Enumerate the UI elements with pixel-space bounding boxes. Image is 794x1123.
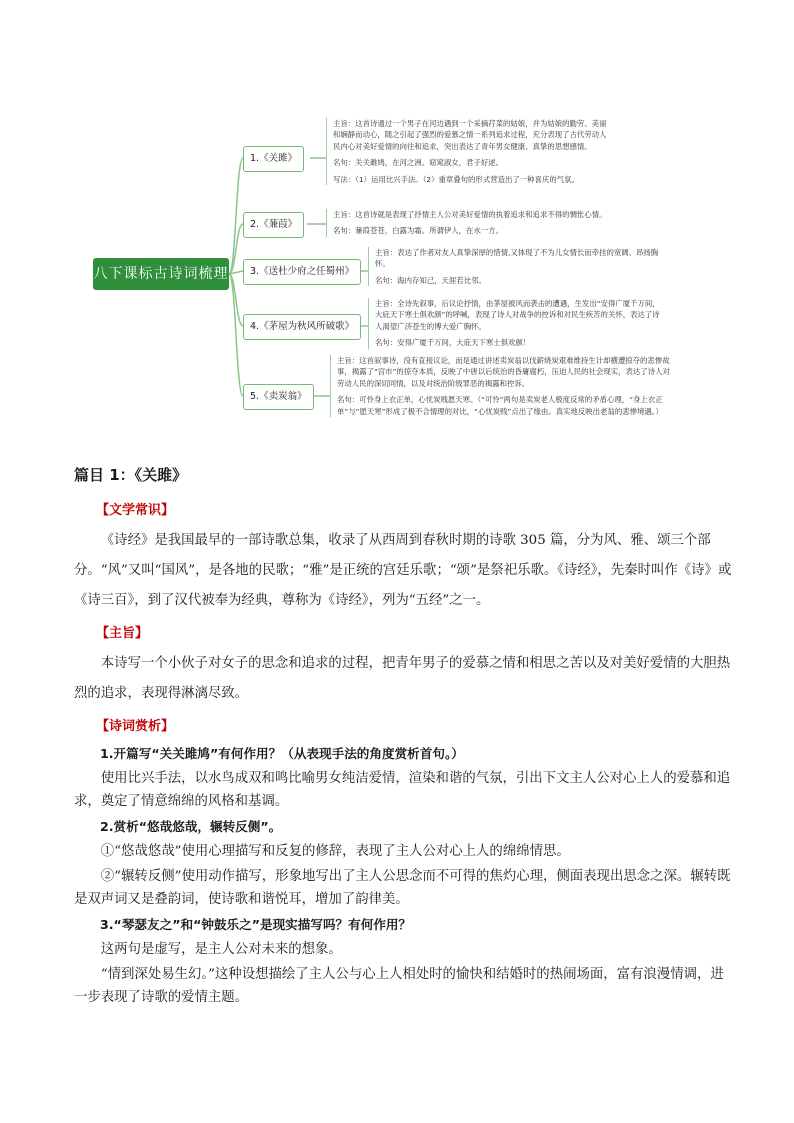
answer-1: 使用比兴手法，以水鸟成双和鸣比喻男女纯洁爱情，渲染和谐的气氛，引出下文主人公对心上人的爱慕和追求，奠定了情意绵绵的风格和基调。	[74, 771, 731, 809]
mind-map-root: 八下课标古诗词梳理	[93, 258, 229, 290]
branch-guanju: 1.《关雎》	[243, 146, 304, 172]
leaf-famous-line: 名句：海内存知己，天涯若比邻。	[375, 275, 486, 285]
branch-jianjia: 2.《蒹葭》	[243, 212, 304, 238]
article-content	[74, 464, 734, 1011]
leaf-theme: 主旨：全诗先叙事，后议论抒情，由茅屋被风而袭击的遭遇，生发出“安得广厦千万间，大庇天下寒士俱欢颜”的呼喊，表现了诗人对战争的控诉和对民生疾苦的关怀，表达了诗人渴望广济苍生的博大爱广胸怀。	[375, 299, 660, 331]
tag-appreciation: 【诗词赏析】	[96, 719, 175, 734]
branch-songdushaofu: 3.《送杜少府之任蜀州》	[243, 259, 361, 285]
paragraph-theme: 本诗写一个小伙子对女子的思念和追求的过程，把青年男子的爱慕之情和相思之苦以及对美好爱情的大胆热烈的追求，表现得淋漓尽致。	[74, 656, 731, 701]
leaf-famous-line: 名句：蒹葭苍苍，白露为霜。所谓伊人，在水一方。	[333, 226, 503, 236]
leaf-famous-line: 名句：可怜身上衣正单，心忧炭贱愿天寒。（“可怜”两句是卖炭老人极度反常的矛盾心理，“身上衣正单”与“愿天寒”形成了极不合情理的对比，“心忧炭贱”点出了缘由。真实地反映出老翁的悲惨境遇。）	[337, 395, 663, 416]
paragraph-literary-knowledge: 《诗经》是我国最早的一部诗歌总集，收录了从西周到春秋时期的诗歌 305 篇，分为风、雅、颂三个部分。“风”又叫“国风”，是各地的民歌；“雅”是正统的宫廷乐歌；“颂”是祭祀乐歌。《诗经》，先秦时叫作《诗》或《诗三百》，到了汉代被奉为经典，尊称为《诗经》，列为“五经”之一。	[74, 533, 732, 608]
question-3: 3.“琴瑟友之”和“钟鼓乐之”是现实描写吗？有何作用？	[100, 917, 412, 932]
leaf-theme: 主旨：表达了作者对友人真挚深厚的惜情,又体现了不为儿女情长而牵挂的宽阔、昂扬胸怀。	[375, 248, 659, 269]
leaf-famous-line: 名句：关关雎鸠，在河之洲。窈窕淑女，君子好逑。	[333, 158, 503, 168]
connector-root-branch-1	[229, 158, 243, 274]
question-2: 2.赏析“悠哉悠哉，辗转反侧”。	[100, 819, 282, 834]
leaves-jianjia	[326, 209, 663, 237]
connector-root-branch-5	[229, 274, 243, 396]
question-1: 1.开篇写“关关雎鸠”有何作用？（从表现手法的角度赏析首句。）	[100, 746, 464, 761]
leaf-technique: 写法：（1）运用比兴手法。（2）重章叠句的形式营造出了一种喜庆的气氛。	[333, 174, 579, 184]
mind-map	[0, 0, 794, 440]
leaf-famous-line: 名句：安得广厦千万间，大庇天下寒士俱欢颜！	[375, 338, 531, 348]
leaves-maowu	[368, 298, 665, 349]
tag-theme: 【主旨】	[96, 626, 149, 641]
leaf-theme: 主旨：这首叙事诗，没有直接议论，而是通过讲述卖炭翁以伐薪烧炭艰难维持生计却横遭掠夺的悲惨故事，揭露了“宫市”的掠夺本质，反映了中唐以后统治的昏庸腐朽，压迫人民的社会现实，表达了诗人对劳动人民的深切同情，以及对统治阶级罪恶的揭露和控诉。	[337, 356, 670, 388]
leaf-theme: 主旨：这首诗通过一个男子在河边遇到一个采摘荇菜的姑娘，并为姑娘的勤劳、美丽和娴静而动心，随之引起了强烈的爱慕之情一系列追求过程，充分表现了古代劳动人民内心对美好爱情的向往和追求，突出表达了青年男女健康、真挚的思想感情。	[333, 119, 607, 151]
answer-3b: “情到深处易生幻。”这种设想描绘了主人公与心上人相处时的愉快和结婚时的热闹场面，富有浪漫情调，进一步表现了诗歌的爱情主题。	[74, 967, 724, 1005]
tag-literary-knowledge: 【文学常识】	[96, 503, 175, 518]
leaves-maitanweng	[330, 355, 672, 417]
branch-maitanweng: 5.《卖炭翁》	[243, 384, 314, 410]
answer-2a: ①“悠哉悠哉”使用心理描写和反复的修辞，表现了主人公对心上人的绵绵情思。	[100, 844, 570, 859]
leaf-theme: 主旨：这首诗就是表现了抒情主人公对美好爱情的执着追求和追求不得的惆怅心情。	[333, 210, 607, 219]
branch-maowu: 4.《茅屋为秋风所破歌》	[243, 314, 361, 340]
answer-3a: 这两句是虚写，是主人公对未来的想象。	[100, 942, 342, 957]
answer-2b: ②“辗转反侧”使用动作描写，形象地写出了主人公思念而不可得的焦灼心理，侧面表现出思念之深。辗转既是双声词又是叠韵词，使诗歌和谐悦耳，增加了韵律美。	[74, 869, 731, 907]
leaves-songdushaofu	[368, 247, 665, 286]
leaves-guanju	[326, 118, 609, 185]
section-title: 篇目 1：《关雎》	[74, 466, 188, 484]
